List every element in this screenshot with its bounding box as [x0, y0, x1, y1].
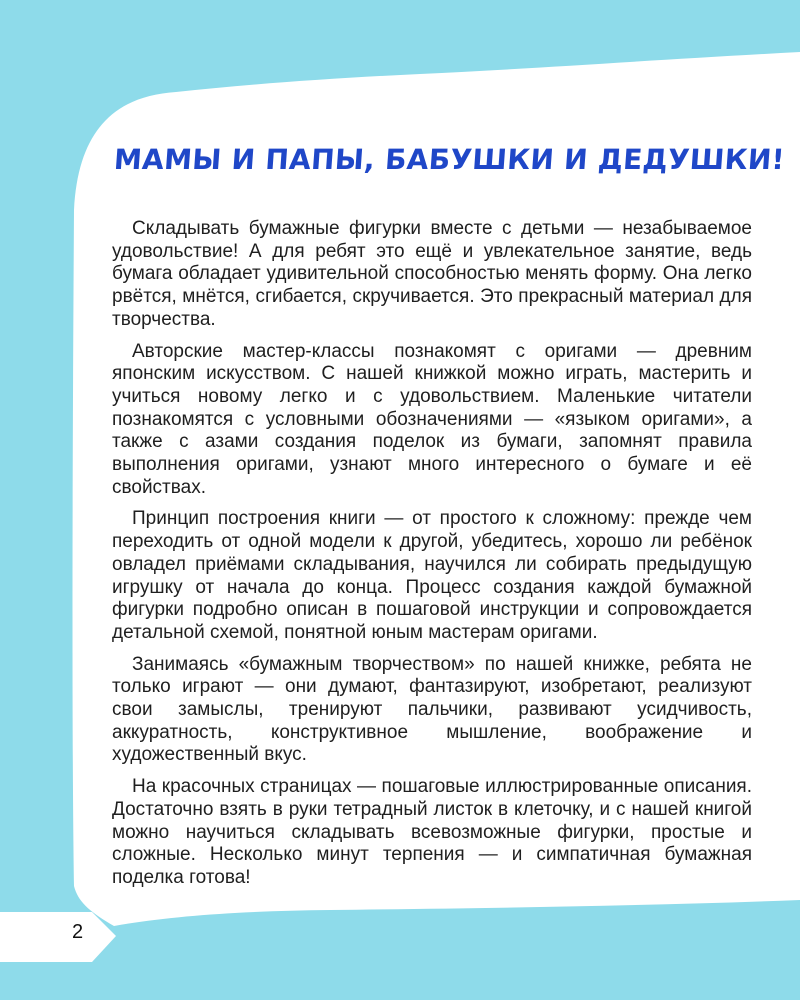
intro-paragraph-3: Принцип построения книги — от простого к сложному: прежде чем переходить от одной модели к другой, убедитесь, хорошо ли ребёнок овладел приёмами складывания, научился ли собирать предыдущую игрушку от начала до конца. Процесс создания каждой бумажной фигурки подробно описан в пошаговой инструкции и сопровождается детальной схемой, понятной юным мастерам оригами.	[112, 508, 752, 643]
page-content	[112, 136, 786, 899]
page-title: МАМЫ И ПАПЫ, БАБУШКИ И ДЕДУШКИ!	[112, 143, 786, 176]
intro-paragraph-4: Занимаясь «бумажным творчеством» по нашей книжке, ребята не только играют — они думают, фантазируют, изобретают, реализуют свои замыслы, тренируют пальчики, развивают усидчивость, аккуратность, конструктивное мышление, воображение и художественный вкус.	[112, 653, 752, 766]
intro-paragraph-5: На красочных страницах — пошаговые иллюстрированные описания. Достаточно взять в руки тетрадный листок в клеточку, и с нашей книгой можно научиться складывать всевозможные фигурки, простые и сложные. Несколько минут терпения — и симпатичная бумажная поделка готова!	[112, 776, 752, 888]
intro-paragraph-2: Авторские мастер-классы познакомят с оригами — древним японским искусством. С нашей книжкой можно играть, мастерить и учиться новому легко и с удовольствием. Маленькие читатели познакомятся с условными обозначениями — «языком оригами», а также с азами создания поделок из бумаги, запомнят правила выполнения оригами, узнают много интересного о бумаге и её свойствах.	[112, 340, 752, 498]
intro-paragraph-1: Складывать бумажные фигурки вместе с детьми — незабываемое удовольствие! А для ребят это ещё и увлекательное занятие, ведь бумага обладает удивительной способностью менять форму. Она легко рвётся, мнётся, сгибается, скручивается. Это прекрасный материал для творчества.	[112, 218, 752, 330]
page-number: 2	[72, 921, 84, 943]
page-number-tab	[0, 912, 116, 962]
